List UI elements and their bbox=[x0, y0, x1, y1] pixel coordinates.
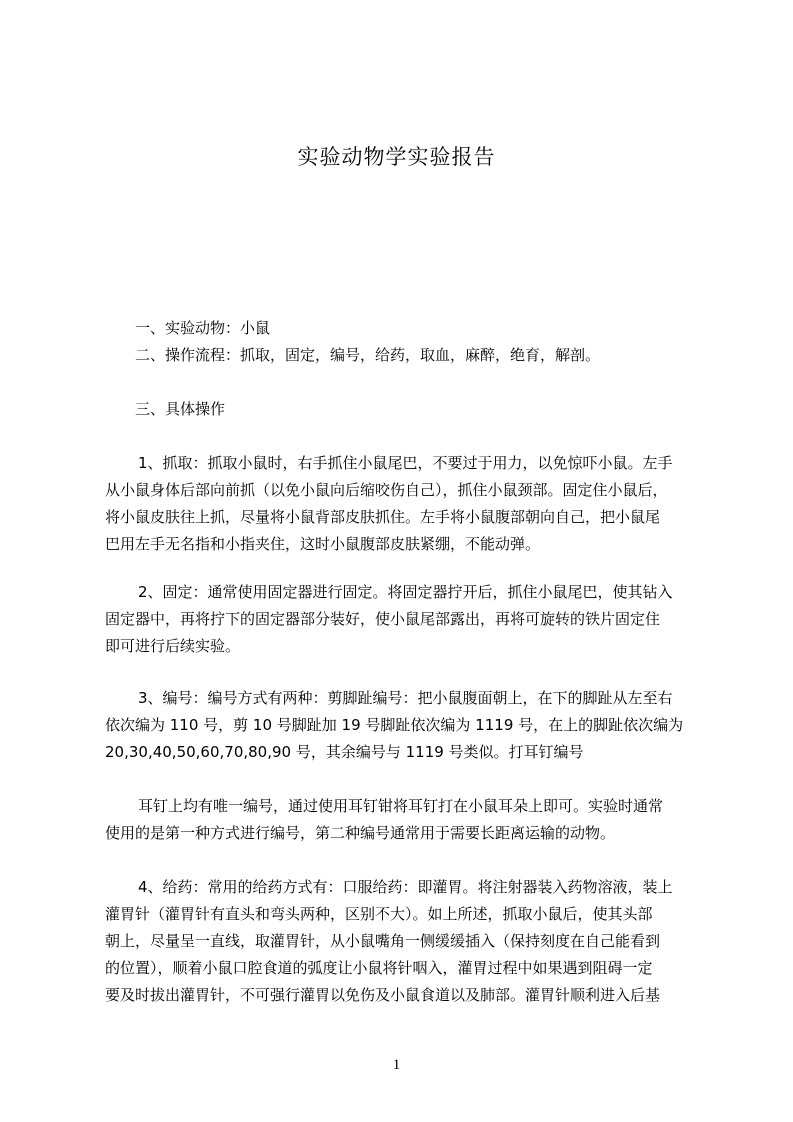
paragraph-line: 的位置），顺着小鼠口腔食道的弧度让小鼠将针咽入，灌胃过程中如果遇到阻碍一定 bbox=[105, 959, 653, 977]
paragraph-line: 朝上，尽量呈一直线，取灌胃针，从小鼠嘴角一侧缓缓插入（保持刻度在自己能看到 bbox=[105, 932, 661, 950]
paragraph-line: 要及时拔出灌胃针，不可强行灌胃以免伤及小鼠食道以及肺部。灌胃针顺利进入后基 bbox=[105, 986, 661, 1004]
paragraph-line: 耳钉上均有唯一编号，通过使用耳钉钳将耳钉打在小鼠耳朵上即可。实验时通常 bbox=[138, 797, 664, 815]
section-heading-procedure: 二、操作流程：抓取，固定，编号，给药，取血，麻醉，绝育，解剖。 bbox=[135, 346, 601, 364]
paragraph-line: 4、给药：常用的给药方式有：口服给药：即灌胃。将注射器装入药物溶液，装上 bbox=[138, 878, 673, 896]
section-heading-animal: 一、实验动物：小鼠 bbox=[135, 319, 271, 337]
paragraph-line: 20,30,40,50,60,70,80,90 号，其余编号与 1119 号类似。打耳钉编号 bbox=[105, 743, 584, 761]
paragraph-line: 1、抓取：抓取小鼠时，右手抓住小鼠尾巴，不要过于用力，以免惊吓小鼠。左手 bbox=[138, 454, 673, 472]
paragraph-line: 3、编号：编号方式有两种：剪脚趾编号：把小鼠腹面朝上，在下的脚趾从左至右 bbox=[138, 689, 673, 707]
paragraph-line: 将小鼠皮肤往上抓，尽量将小鼠背部皮肤抓住。左手将小鼠腹部朝向自己，把小鼠尾 bbox=[105, 508, 661, 526]
paragraph-line: 使用的是第一种方式进行编号，第二种编号通常用于需要长距离运输的动物。 bbox=[105, 824, 616, 842]
paragraph-line: 灌胃针（灌胃针有直头和弯头两种，区别不大）。如上所述，抓取小鼠后，使其头部 bbox=[105, 905, 653, 923]
paragraph-line: 固定器中，再将拧下的固定器部分装好，使小鼠尾部露出，再将可旋转的铁片固定住 bbox=[105, 610, 661, 628]
document-title: 实验动物学实验报告 bbox=[297, 145, 496, 169]
paragraph-line: 依次编为 110 号，剪 10 号脚趾加 19 号脚趾依次编为 1119 号，在上的脚趾依次编为 bbox=[105, 716, 684, 734]
page-number: 1 bbox=[392, 1057, 401, 1073]
paragraph-line: 巴用左手无名指和小指夹住，这时小鼠腹部皮肤紧绷，不能动弹。 bbox=[105, 535, 541, 553]
paragraph-line: 2、固定：通常使用固定器进行固定。将固定器拧开后，抓住小鼠尾巴，使其钻入 bbox=[138, 583, 673, 601]
section-heading-operations: 三、具体操作 bbox=[135, 400, 226, 418]
paragraph-line: 从小鼠身体后部向前抓（以免小鼠向后缩咬伤自己），抓住小鼠颈部。固定住小鼠后， bbox=[105, 481, 668, 499]
paragraph-line: 即可进行后续实验。 bbox=[105, 637, 241, 655]
